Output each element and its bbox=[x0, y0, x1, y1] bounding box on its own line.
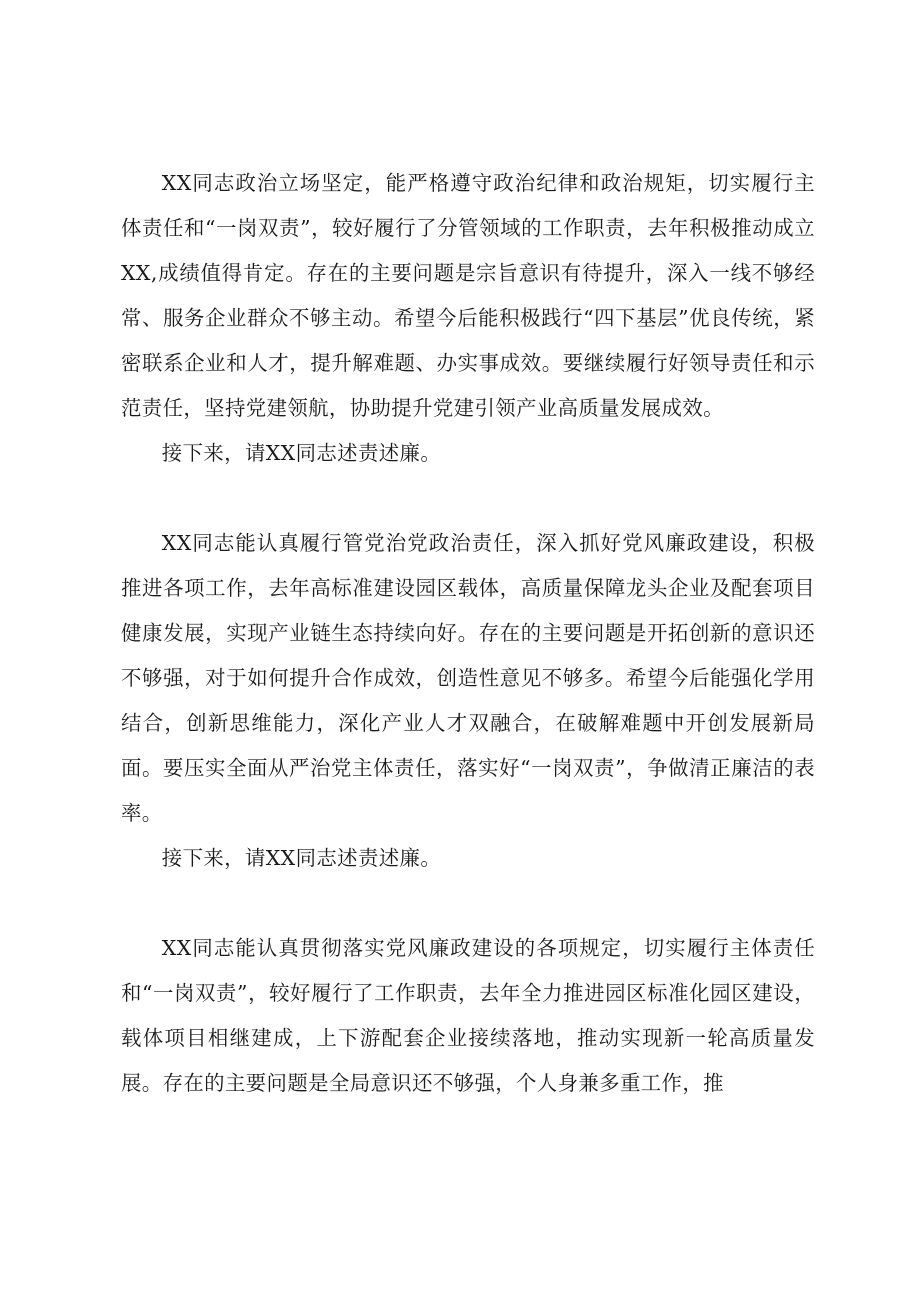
evaluation-paragraph-1: XX同志政治立场坚定，能严格遵守政治纪律和政治规矩，切实履行主体责任和“一岗双责”，较好履行了分管领域的工作职责，去年积极推动成立XX,成绩值得肯定。存在的主要问题是宗旨意识有待提升，深入一线不够经常、服务企业群众不够主动。希望今后能积极践行“四下基层”优良传统，紧密联系企业和人才，提升解难题、办实事成效。要继续履行好领导责任和示范责任，坚持党建领航，协助提升党建引领产业高质量发展成效。 bbox=[121, 171, 815, 420]
section-gap bbox=[121, 881, 815, 926]
evaluation-paragraph-3: XX同志能认真贯彻落实党风廉政建设的各项规定，切实履行主体责任和“一岗双责”，较好履行了工作职责，去年全力推进园区标准化园区建设，载体项目相继建成，上下游配套企业接续落地，推动实现新一轮高质量发展。存在的主要问题是全局意识还不够强，个人身兼多重工作，推 bbox=[121, 936, 815, 1095]
document-body bbox=[121, 161, 815, 1106]
section-gap bbox=[121, 476, 815, 521]
next-speaker-line-1: 接下来，请XX同志述责述廉。 bbox=[161, 441, 442, 465]
evaluation-paragraph-2: XX同志能认真履行管党治党政治责任，深入抓好党风廉政建设，积极推进各项工作，去年高标准建设园区载体，高质量保障龙头企业及配套项目健康发展，实现产业链生态持续向好。存在的主要问题是开拓创新的意识还不够强，对于如何提升合作成效，创造性意见不够多。希望今后能强化学用结合，创新思维能力，深化产业人才双融合，在破解难题中开创发展新局面。要压实全面从严治党主体责任，落实好“一岗双责”，争做清正廉洁的表率。 bbox=[121, 531, 815, 825]
next-speaker-line-2: 接下来，请XX同志述责述廉。 bbox=[161, 846, 442, 870]
